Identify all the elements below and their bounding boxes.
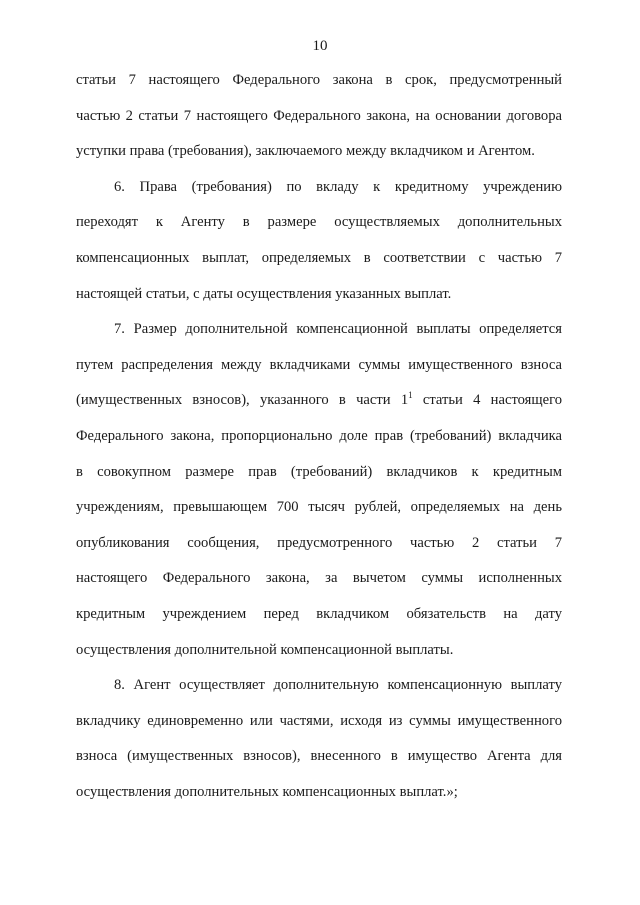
- text-line: 6. Права (требования) по вкладу к кредитному учреждению: [114, 178, 562, 195]
- paragraph-7: [76, 312, 562, 668]
- text-line: путем распределения между вкладчиками суммы имущественного взноса: [76, 356, 562, 373]
- text-line: взноса (имущественных взносов), внесенного в имущество Агента для: [76, 748, 562, 765]
- document-body: [76, 63, 562, 810]
- page-number: 10: [312, 38, 328, 54]
- paragraph-8: [76, 668, 562, 810]
- text-line: частью 2 статьи 7 настоящего Федерального закона, на основании договора: [76, 107, 562, 124]
- text-line: уступки права (требования), заключаемого между вкладчиком и Агентом.: [76, 143, 535, 160]
- text-line: осуществления дополнительных компенсационных выплат.»;: [76, 783, 458, 800]
- text-line: в совокупном размере прав (требований) вкладчиков к кредитным: [76, 463, 562, 480]
- text-line-with-superscript: [76, 383, 562, 419]
- text-line: учреждениям, превышающем 700 тысяч рублей, определяемых на день: [76, 499, 562, 516]
- text-line: настоящего Федерального закона, за вычетом суммы исполненных: [76, 570, 562, 587]
- text-line: осуществления дополнительной компенсационной выплаты.: [76, 641, 454, 658]
- paragraph-continuation: [76, 63, 562, 170]
- text-line: 7. Размер дополнительной компенсационной выплаты определяется: [114, 321, 562, 338]
- text-line: кредитным учреждением перед вкладчиком обязательств на дату: [76, 605, 562, 622]
- text-line: вкладчику единовременно или частями, исходя из суммы имущественного: [76, 712, 562, 729]
- text-line: 8. Агент осуществляет дополнительную компенсационную выплату: [114, 677, 562, 694]
- superscript: 1: [408, 390, 413, 401]
- text-fragment: (имущественных взносов), указанного в части 1: [76, 392, 409, 409]
- text-line: Федерального закона, пропорционально доле прав (требований) вкладчика: [76, 427, 562, 444]
- paragraph-6: [76, 170, 562, 312]
- text-line: переходят к Агенту в размере осуществляемых дополнительных: [76, 214, 562, 231]
- text-line: статьи 7 настоящего Федерального закона в срок, предусмотренный: [76, 72, 562, 88]
- text-line: компенсационных выплат, определяемых в соответствии с частью 7: [76, 249, 562, 266]
- text-line: настоящей статьи, с даты осуществления указанных выплат.: [76, 285, 452, 302]
- text-line: опубликования сообщения, предусмотренного частью 2 статьи 7: [76, 534, 562, 551]
- text-fragment: статьи 4 настоящего: [422, 392, 562, 409]
